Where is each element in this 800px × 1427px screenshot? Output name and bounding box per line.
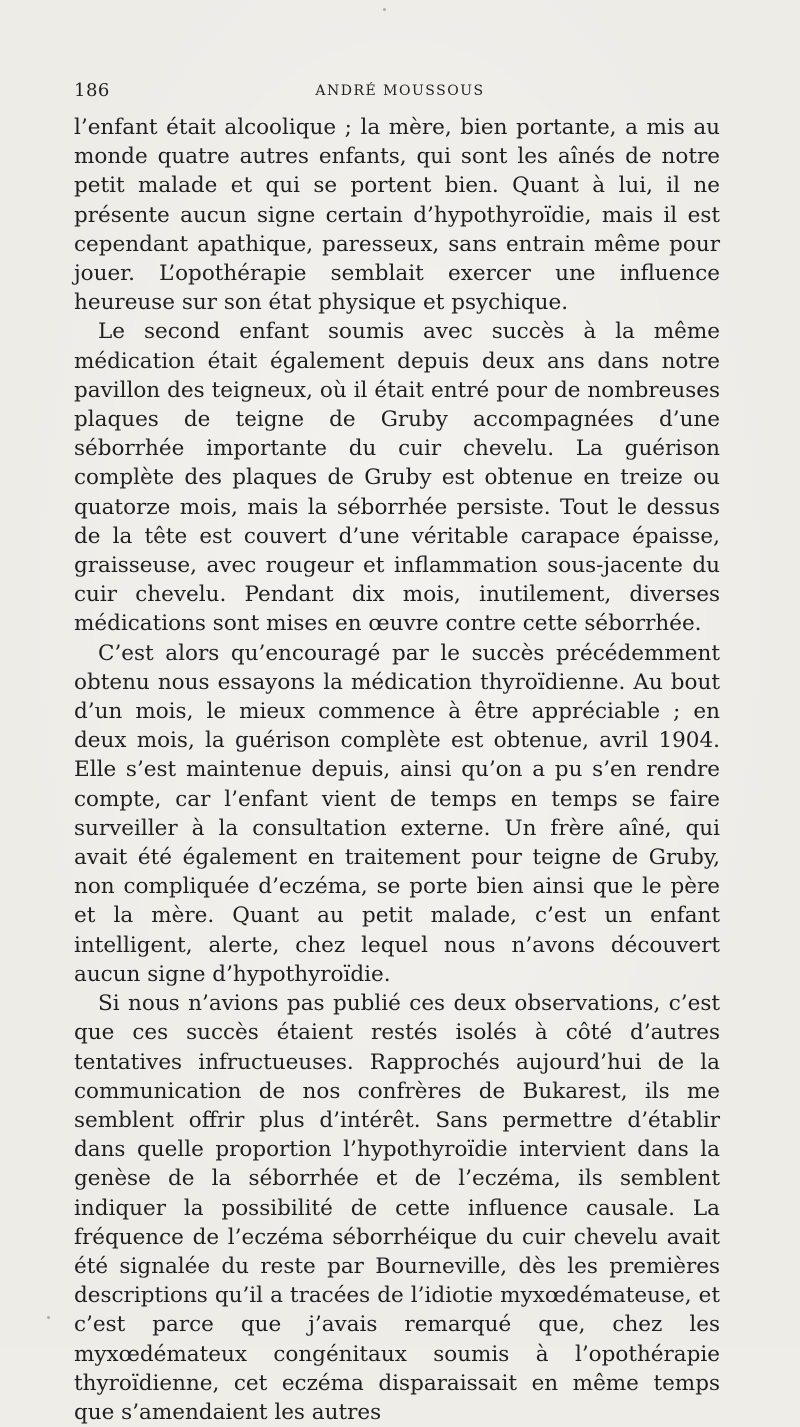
page-number: 186: [74, 80, 110, 101]
page-header: [74, 80, 726, 104]
paragraph: C’est alors qu’encouragé par le succès précédemment obtenu nous essayons la médication thyroïdienne. Au bout d’un mois, le mieux commence à être appréciable ; en deux mois, la guérison complète est obtenue, avril 1904. Elle s’est maintenue depuis, ainsi qu’on a pu s’en rendre compte, car l’enfant vient de temps en temps se faire surveiller à la consultation externe. Un frère aîné, qui avait été également en traitement pour teigne de Gruby, non compliquée d’eczéma, se porte bien ainsi que le père et la mère. Quant au petit malade, c’est un enfant intelligent, alerte, chez lequel nous n’avons découvert aucun signe d’hypothyroïdie.: [74, 640, 720, 987]
running-head: ANDRÉ MOUSSOUS: [315, 83, 485, 99]
paragraph: Si nous n’avions pas publié ces deux observations, c’est que ces succès étaient restés isolés à côté d’autres tentatives infructueuses. Rapprochés aujourd’hui de la communication de nos confrères de Bukarest, ils me semblent offrir plus d’intérêt. Sans permettre d’établir dans quelle proportion l’hypothyroïdie intervient dans la genèse de la séborrhée et de l’eczéma, ils semblent indiquer la possibilité de cette influence causale. La fréquence de l’eczéma séborrhéique du cuir chevelu avait été signalée du reste par Bourneville, dès les premières descriptions qu’il a tracées de l’idiotie myxœdémateuse, et c’est parce que j’avais remarqué que, chez les myxœdémateux congénitaux soumis à l’opothérapie thyroïdienne, cet eczéma disparaissait en même temps que s’amendaient les autres: [74, 991, 720, 1425]
print-speck: [383, 8, 386, 11]
body-text: [74, 113, 720, 1427]
paragraph: Le second enfant soumis avec succès à la même médication était également depuis deux ans dans notre pavillon des teigneux, où il était entré pour de nombreuses plaques de teigne de Gruby accompagnées d’une séborrhée importante du cuir chevelu. La guérison complète des plaques de Gruby est obtenue en treize ou quatorze mois, mais la séborrhée persiste. Tout le dessus de la tête est couvert d’une véritable carapace épaisse, graisseuse, avec rougeur et inflammation sous-jacente du cuir chevelu. Pendant dix mois, inutilement, diverses médications sont mises en œuvre contre cette séborrhée.: [74, 319, 720, 637]
print-speck: [47, 1316, 50, 1319]
paragraph-continued: l’enfant était alcoolique ; la mère, bien portante, a mis au monde quatre autres enfants, qui sont les aînés de notre petit malade et qui se portent bien. Quant à lui, il ne présente aucun signe certain d’hypothyroïdie, mais il est cependant apathique, paresseux, sans entrain même pour jouer. L’opothérapie semblait exercer une influence heureuse sur son état physique et psychique.: [74, 115, 720, 316]
